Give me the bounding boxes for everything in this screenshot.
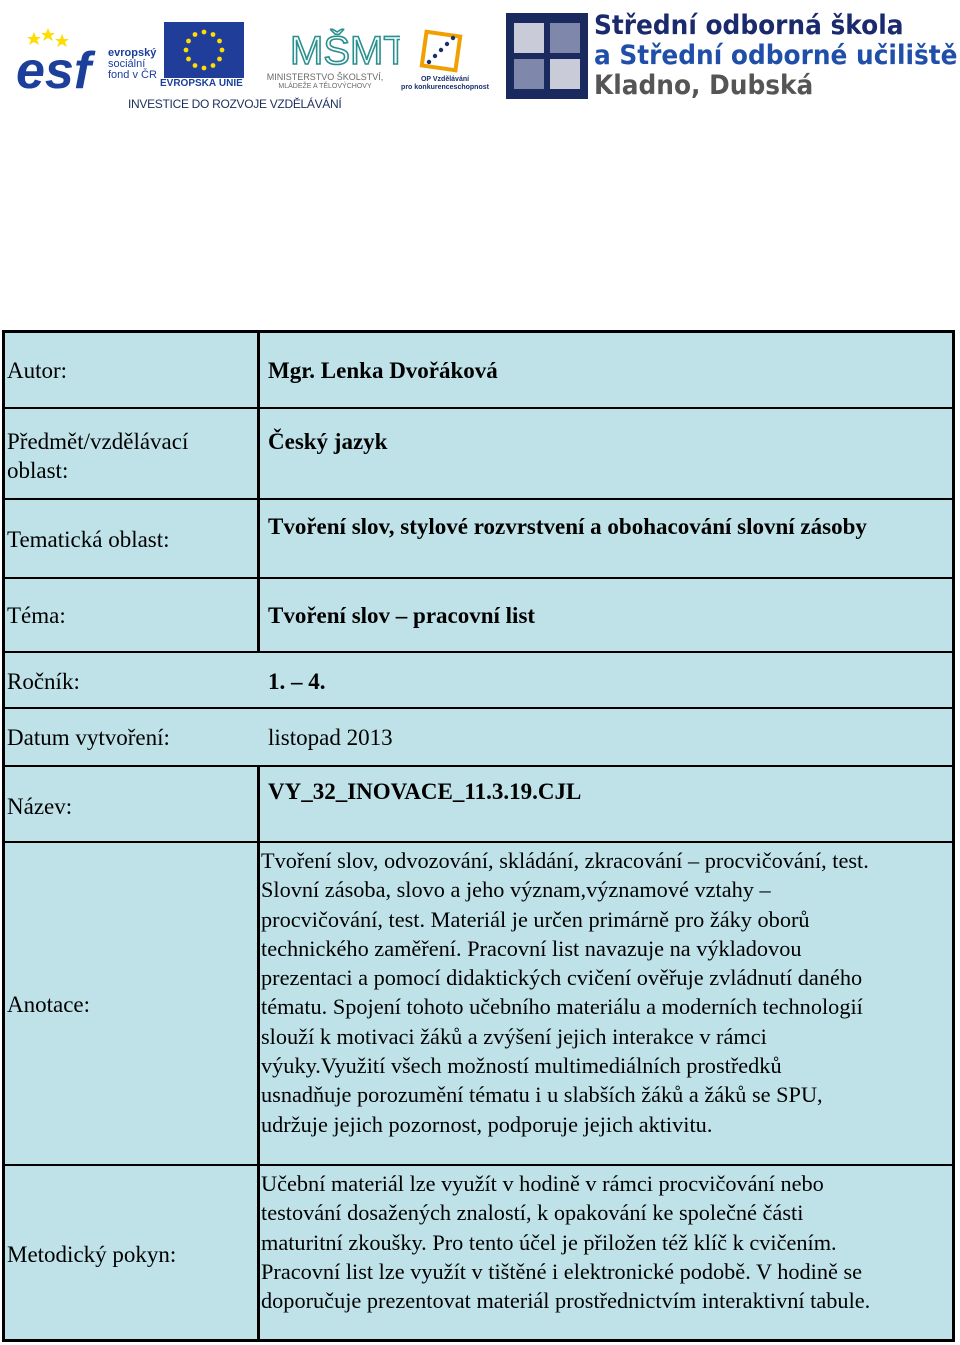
op-label [396, 76, 494, 92]
msmt-line1: MINISTERSTVO ŠKOLSTVÍ, [266, 72, 384, 82]
value-datum: listopad 2013 [268, 725, 393, 750]
label-datum: Datum vytvoření: [7, 725, 170, 750]
row-rocnik [5, 653, 952, 709]
row-predmet [5, 409, 952, 500]
row-nazev [5, 767, 952, 843]
value-rocnik: 1. – 4. [268, 669, 326, 694]
row-autor [5, 333, 952, 409]
value-predmet: Český jazyk [268, 429, 388, 454]
esf-logo [16, 26, 166, 96]
anotace-line: usnadňuje porozumění tématu i u slabších žáků a žáků se SPU, [261, 1082, 823, 1108]
metodicky-line: testování dosažených znalostí, k opakování ke společné části [261, 1200, 804, 1226]
anotace-line: udržuje jejich pozornost, podporuje jejich aktivitu. [261, 1111, 713, 1137]
partner-logos [4, 8, 490, 114]
metodicky-line: Pracovní list lze využít v tištěné i elektronické podobě. V hodině se [261, 1258, 863, 1284]
row-datum [5, 709, 952, 767]
label-tema: Téma: [7, 603, 66, 628]
esf-line1: evropský [108, 47, 157, 59]
value-nazev: VY_32_INOVACE_11.3.19.CJL [268, 779, 582, 804]
info-table [2, 330, 955, 1342]
msmt-line2: MLÁDEŽE A TĚLOVÝCHOVY [278, 83, 372, 90]
metodicky-line: Učební materiál lze využít v hodině v rámci procvičování nebo [261, 1171, 824, 1196]
label-tematicka-oblast: Tematická oblast: [7, 527, 170, 552]
label-nazev: Název: [7, 794, 73, 819]
msmt-logo [250, 20, 400, 100]
anotace-line: technického zaměření. Pracovní list navazuje na výkladovou [261, 935, 802, 961]
eu-label: EVROPSKÁ UNIE [160, 78, 243, 89]
esf-mark-text: esf [16, 42, 92, 96]
label-predmet-line2: oblast: [7, 458, 69, 483]
row-tematicka-oblast [5, 500, 952, 579]
esf-line2: sociální [108, 58, 146, 70]
value-tema: Tvoření slov – pracovní list [268, 603, 536, 628]
anotace-line: Slovní zásoba, slovo a jeho význam,významové vztahy – [261, 877, 771, 903]
school-logo [506, 10, 958, 103]
anotace-line: Tvoření slov, odvozování, skládání, zkracování – procvičování, test. [261, 848, 869, 873]
value-autor: Mgr. Lenka Dvořáková [268, 358, 498, 383]
metodicky-line: doporučuje prezentovat materiál prostřednictvím interaktivní tabule. [261, 1288, 871, 1314]
label-autor: Autor: [7, 358, 68, 383]
metodicky-line: maturitní zkoušky. Pro tento účel je přiložen též klíč k cvičením. [261, 1229, 837, 1255]
msmt-mark-icon [250, 20, 400, 72]
anotace-line: prezentaci a pomocí didaktických cvičení ověřuje zvládnutí daného [261, 965, 863, 991]
label-metodicky-pokyn: Metodický pokyn: [7, 1242, 177, 1267]
label-anotace: Anotace: [7, 992, 91, 1017]
op-line1: OP Vzdělávání [420, 76, 470, 83]
anotace-line: slouží k motivaci žáků a zvýšení jejich interakce v rámci [261, 1023, 767, 1049]
value-anotace [261, 846, 948, 1139]
esf-text [108, 48, 157, 81]
op-logo [396, 28, 494, 98]
row-tema [5, 579, 952, 653]
school-name [594, 11, 960, 101]
op-mark-icon [396, 28, 494, 74]
school-name-line2: a Střední odborné učiliště [594, 40, 958, 71]
eu-flag-icon [164, 22, 244, 78]
anotace-line: tématu. Spojení tohoto učebního materiálu a moderních technologií [261, 994, 863, 1020]
esf-line3: fond v ČR [108, 69, 157, 81]
msmt-label [250, 72, 400, 92]
investice-tagline: INVESTICE DO ROZVOJE VZDĚLÁVÁNÍ [128, 97, 342, 111]
label-predmet [7, 427, 188, 485]
anotace-line: procvičování, test. Materiál je určen primárně pro žáky oborů [261, 906, 810, 932]
school-name-line3: Kladno, Dubská [594, 70, 814, 101]
label-predmet-line1: Předmět/vzdělávací [7, 429, 189, 454]
row-metodicky-pokyn [5, 1166, 952, 1339]
msmt-mark-text: MŠMT [290, 29, 400, 72]
value-tematicka-oblast: Tvoření slov, stylové rozvrstvení a obohacování slovní zásoby [268, 514, 867, 539]
anotace-line: výuky.Využití všech možností multimediálních prostředků [261, 1053, 782, 1079]
school-name-line1: Střední odborná škola [594, 10, 904, 41]
value-metodicky-pokyn [261, 1169, 948, 1315]
label-rocnik: Ročník: [7, 669, 80, 694]
esf-mark-icon [16, 26, 102, 96]
row-anotace [5, 843, 952, 1166]
op-line2: pro konkurenceschopnost [401, 84, 489, 91]
school-emblem-icon [506, 13, 588, 99]
